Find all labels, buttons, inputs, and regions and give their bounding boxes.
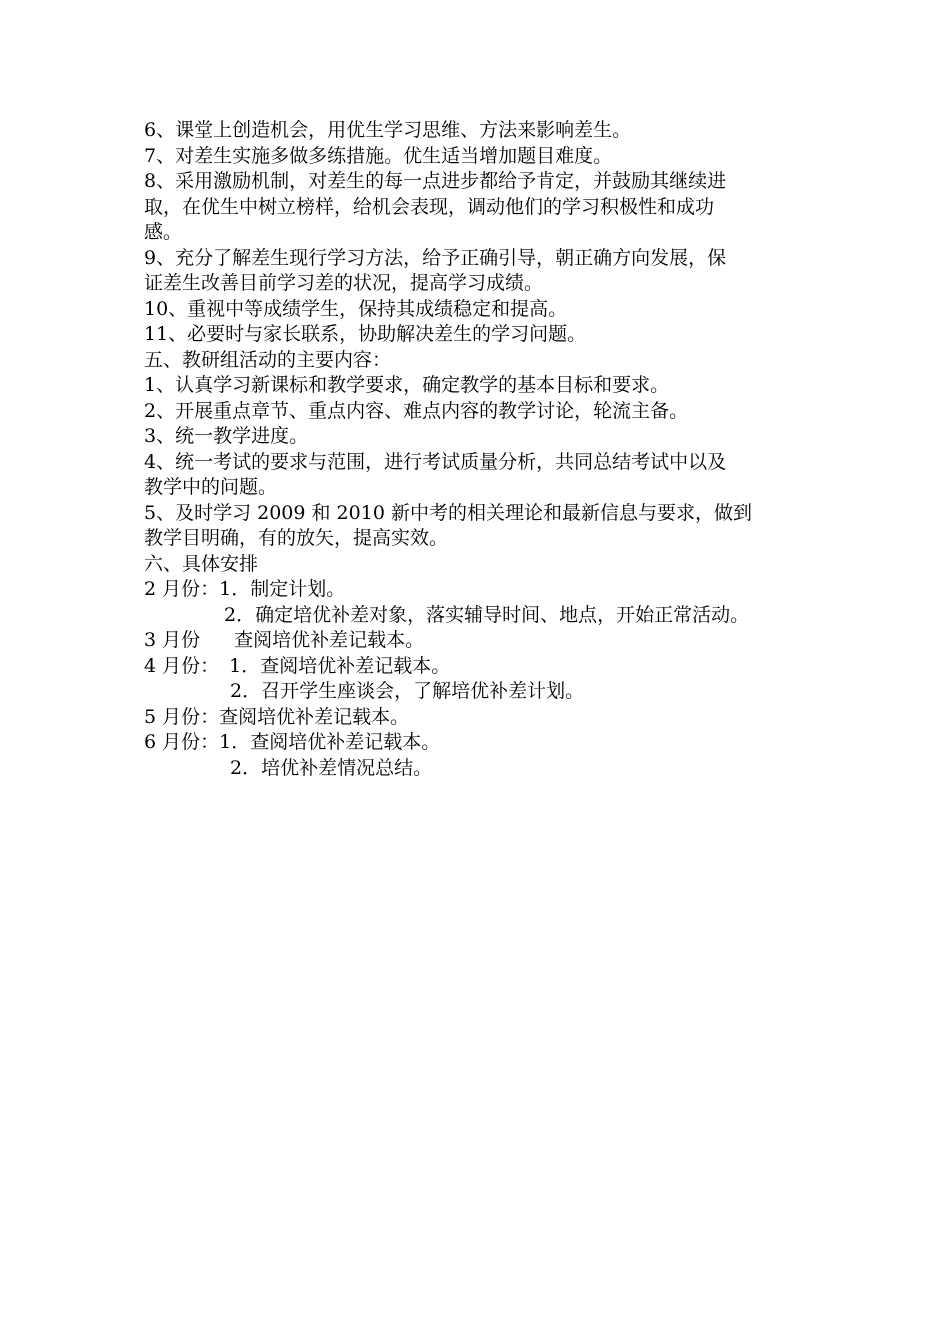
schedule-row <box>144 603 816 629</box>
list-item-continuation: 教学中的问题。 <box>144 476 278 498</box>
list-item: 9、充分了解差生现行学习方法，给予正确引导，朝正确方向发展，保 <box>144 246 727 269</box>
month-label: 5 月份： <box>144 705 220 728</box>
section-six <box>144 552 816 782</box>
list-item: 10、重视中等成绩学生，保持其成绩稳定和提高。 <box>144 297 568 320</box>
schedule-row <box>144 756 816 782</box>
section-heading: 六、具体安排 <box>144 552 259 575</box>
schedule-item: 2．培优补差情况总结。 <box>230 756 433 779</box>
schedule-item: 1．查阅培优补差记载本。 <box>219 731 441 753</box>
schedule-item: 2．确定培优补差对象，落实辅导时间、地点，开始正常活动。 <box>224 603 750 626</box>
month-label: 4 月份： <box>144 654 220 677</box>
list-item: 5、及时学习 2009 和 2010 新中考的相关理论和最新信息与要求，做到 <box>144 501 752 524</box>
schedule-item: 2．召开学生座谈会，了解培优补差计划。 <box>230 680 585 702</box>
schedule-item: 查阅培优补差记载本。 <box>234 629 425 651</box>
schedule-item: 1．制定计划。 <box>219 578 346 600</box>
schedule-item: 查阅培优补差记载本。 <box>219 705 410 728</box>
list-item-continuation: 感。 <box>144 221 183 243</box>
list-item: 1、认真学习新课标和教学要求，确定教学的基本目标和要求。 <box>144 374 670 396</box>
schedule-row <box>144 705 816 731</box>
document-page <box>144 118 816 781</box>
schedule-row <box>144 628 816 654</box>
list-item: 3、统一教学进度。 <box>144 425 309 447</box>
list-item: 11、必要时与家长联系，协助解决差生的学习问题。 <box>144 323 587 345</box>
list-item-continuation: 教学目明确，有的放矢，提高实效。 <box>144 527 449 549</box>
schedule-row <box>144 730 816 756</box>
month-label: 3 月份 <box>144 629 201 651</box>
schedule-row <box>144 577 816 603</box>
section-five <box>144 348 816 552</box>
schedule-item: 1．查阅培优补差记载本。 <box>229 654 451 677</box>
list-item-continuation: 取，在优生中树立榜样，给机会表现，调动他们的学习积极性和成功 <box>144 195 715 218</box>
list-item: 6、课堂上创造机会，用优生学习思维、方法来影响差生。 <box>144 119 632 141</box>
month-label: 2 月份： <box>144 578 220 600</box>
schedule-row <box>144 654 816 680</box>
schedule-row <box>144 679 816 705</box>
list-item: 8、采用激励机制，对差生的每一点进步都给予肯定，并鼓励其继续进 <box>144 170 727 192</box>
list-item: 2、开展重点章节、重点内容、难点内容的教学讨论，轮流主备。 <box>144 399 689 422</box>
list-item: 7、对差生实施多做多练措施。优生适当增加题目难度。 <box>144 144 613 167</box>
list-item: 4、统一考试的要求与范围，进行考试质量分析，共同总结考试中以及 <box>144 450 727 473</box>
measures-list <box>144 118 816 348</box>
section-heading: 五、教研组活动的主要内容： <box>144 348 392 371</box>
list-item-continuation: 证差生改善目前学习差的状况，提高学习成绩。 <box>144 272 544 294</box>
month-label: 6 月份： <box>144 731 220 753</box>
